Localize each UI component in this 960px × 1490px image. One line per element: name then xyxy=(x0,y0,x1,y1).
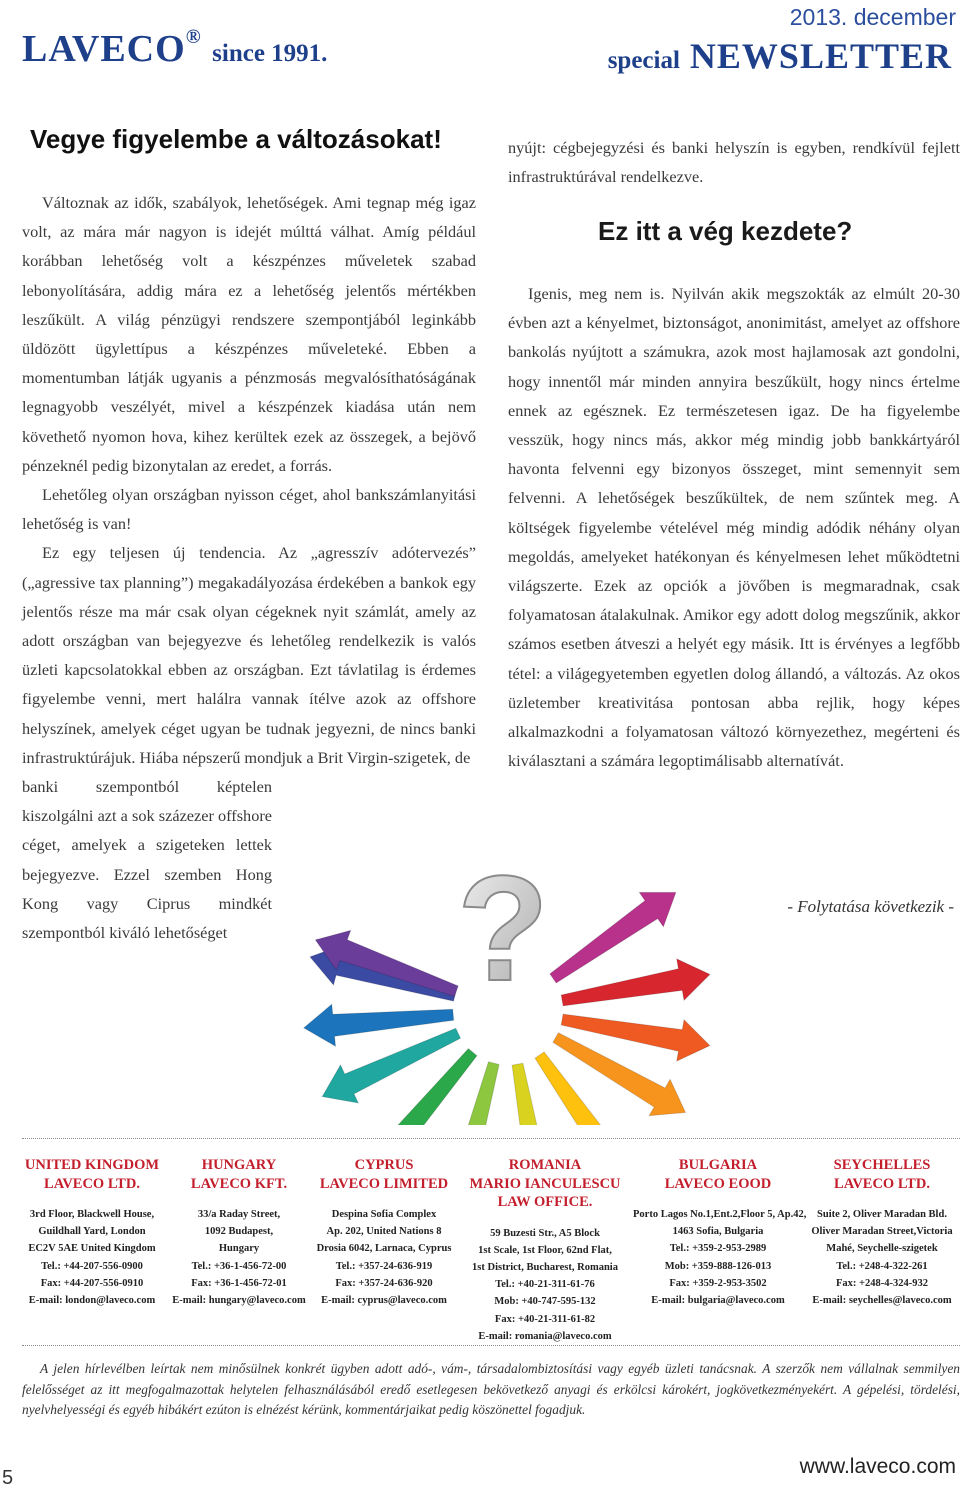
newsletter-word: NEWSLETTER xyxy=(689,36,952,76)
office-fax: Fax: +248-4-324-932 xyxy=(835,1277,928,1289)
brand-logo xyxy=(22,26,328,70)
office-country: ROMANIA xyxy=(508,1157,582,1173)
office-phone: Tel.: +36-1-456-72-00 xyxy=(191,1260,287,1272)
office-company: LAVECO LTD. xyxy=(44,1175,140,1192)
article-paragraph: Ez egy teljesen új tendencia. Az „agresszív adótervezés” („agressive tax planning”) megakadályozása érdekében a bankok egy jelentős része ma már csak olyan cégeknek nyit számlát, amely az adott országban van bejegyezve és lehetőleg rendelkezik is valós üzleti kapcsolatokkal ebben az országban. Ezt távlatilag is érdemes figyelembe venni, mert halálra vannak ítélve azok az offshore helyszínek, amelyek céget ugyan be tudnak jegyezni, de nincs banki infrastruktúrájuk. Hiába népszerű mondjuk a Brit Virgin-szigetek, de xyxy=(22,543,476,767)
article-paragraph: Lehetőleg olyan országban nyisson céget, ahol bankszámlanyitási lehetőség is van! xyxy=(22,485,476,534)
office-address xyxy=(16,1206,168,1309)
office-address xyxy=(455,1225,635,1345)
article-left-column xyxy=(22,188,476,947)
office-email: E-mail: bulgaria@laveco.com xyxy=(651,1295,785,1307)
office-company: LAVECO KFT. xyxy=(190,1175,288,1192)
brand-since: since 1991. xyxy=(212,40,328,67)
office-address xyxy=(633,1206,807,1309)
newsletter-title xyxy=(608,38,952,74)
article-paragraph: nyújt: cégbejegyzési és banki helyszín is egyben, rendkívül fejlett infrastruktúrával rendelkezve. xyxy=(508,138,960,187)
office-email: E-mail: romania@laveco.com xyxy=(478,1330,612,1342)
disclaimer: A jelen hírlevélben leírtak nem minősülnek konkrét ügyben adott adó-, vám-, társadalombiztosítási vagy egyéb üzleti tanácsnak. A szerzők nem vállalnak semmilyen felelősséget az itt megfogalmazottak helytelen felhasználásából eredő esetlegesen bekövetkező anyagi és erkölcsi károkért, jogkövetkezményekért. A gépelési, tördelési, nyelvhelyességi és egyéb hibákért ezúton is elnézést kérünk, kommentárjaikat pedig köszönettel fogadjuk. xyxy=(22,1361,960,1417)
office-line: Porto Lagos No.1,Ent.2,Floor 5, Ap.42, xyxy=(633,1209,807,1220)
office-phone: Tel.: +248-4-322-261 xyxy=(836,1260,928,1272)
newsletter-special: special xyxy=(607,47,680,74)
office-fax: Fax: +44-207-556-0910 xyxy=(40,1277,144,1289)
office-line: Suite 2, Oliver Maradan Bld. xyxy=(817,1209,947,1220)
office-country: HUNGARY xyxy=(201,1157,277,1173)
office-line: 33/a Raday Street, xyxy=(197,1209,281,1220)
office-uk xyxy=(16,1156,168,1309)
office-phone: Tel.: +359-2-953-2989 xyxy=(669,1243,767,1255)
office-line: Mahé, Seychelle-szigetek xyxy=(826,1243,938,1255)
office-line: 1092 Budapest, xyxy=(204,1226,274,1238)
office-company: LAVECO EOOD xyxy=(664,1175,772,1192)
office-fax: Fax: +359-2-953-3502 xyxy=(669,1277,767,1289)
office-phone: Tel.: +44-207-556-0900 xyxy=(41,1260,143,1272)
office-mobile: Mob: +40-747-595-132 xyxy=(494,1296,596,1308)
question-arrows-illustration xyxy=(288,860,728,1125)
office-email: E-mail: seychelles@laveco.com xyxy=(812,1295,952,1307)
article-heading-right: Ez itt a vég kezdete? xyxy=(598,216,853,246)
website-link[interactable]: www.laveco.com xyxy=(799,1455,956,1478)
office-phone: Tel.: +40-21-311-61-76 xyxy=(495,1279,595,1291)
office-cyprus xyxy=(308,1156,460,1309)
office-seychelles xyxy=(802,1156,960,1309)
issue-date: 2013. december xyxy=(789,4,956,30)
office-company: LAVECO LTD. xyxy=(834,1175,930,1192)
office-line: 1st Scale, 1st Floor, 62nd Flat, xyxy=(478,1244,612,1256)
article-right-column xyxy=(508,279,960,775)
continued-note: - Folytatása következik - xyxy=(787,897,954,916)
office-address xyxy=(163,1206,315,1309)
question-mark-icon: ? xyxy=(457,860,549,1012)
article-paragraph: Változnak az idők, szabályok, lehetőségek. Ami tegnap még igaz volt, az mára már nagyon is idejét múlttá válhat. Amíg például korábban lehetőség volt a készpénzes műveletek szabad lebonyolítására, addig mára ez a lehetőség jelentős mértékben leszűkült. A világ pénzügyi rendszere szempontjából leginkább üldözött ügylettípus a készpénzes műveleteké. Ebben a momentumban látják ugyanis a pénzmosás megvalósíthatóságának legnagyobb veszélyét, mivel a készpénzek kiadása után nem követhető nyomon hova, kihez kerültek ezek az összegek, a bejövő pénzeknél pedig bizonytalan az eredet, a forrás. xyxy=(22,193,476,475)
office-country: SEYCHELLES xyxy=(833,1157,931,1173)
office-email: E-mail: hungary@laveco.com xyxy=(172,1295,306,1307)
divider-top xyxy=(22,1138,960,1139)
office-fax: Fax: +40-21-311-61-82 xyxy=(494,1313,596,1325)
office-email: E-mail: cyprus@laveco.com xyxy=(321,1295,447,1307)
office-company: LAVECO LIMITED xyxy=(319,1175,449,1192)
office-bulgaria xyxy=(633,1156,807,1309)
office-phone: Tel.: +357-24-636-919 xyxy=(335,1260,433,1272)
office-mobile: Mob: +359-888-126-013 xyxy=(664,1260,772,1272)
office-line: Oliver Maradan Street,Victoria xyxy=(811,1226,953,1238)
office-country: UNITED KINGDOM xyxy=(24,1157,160,1173)
office-line: Hungary xyxy=(218,1243,260,1255)
office-fax: Fax: +357-24-636-920 xyxy=(335,1277,433,1289)
registered-mark: ® xyxy=(185,26,202,49)
office-country: CYPRUS xyxy=(354,1157,414,1173)
office-line: Drosia 6042, Larnaca, Cyprus xyxy=(316,1243,452,1255)
office-line: Ap. 202, United Nations 8 xyxy=(326,1226,442,1238)
page-number: 5 xyxy=(2,1467,14,1489)
office-address xyxy=(802,1206,960,1309)
article-paragraph: Igenis, meg nem is. Nyilván akik megszokták az elmúlt 20-30 évben azt a kényelmet, biztonságot, anonimitást, amelyet az offshore bankolás nyújtott a számukra, azok most hajlamosak azt gondolni, hogy innentől már minden annyira beszűkült, hogy nincs értelme ennek az egésznek. Ez természetesen igaz. De ha figyelembe vesszük, hogy nincs más, akkor még mindig jobb bankkártyáról havonta felvenni egy bizonyos összeget, mint semennyit sem felvenni. A lehetőségek beszűkültek, de nem szűntek meg. A költségek figyelembe vételével még mindig adódik néhány olyan megoldás, amelyeket hatékonyan és kényelmesen lehet működtetni világszerte. Ezek az opciók a jövőben is megmaradnak, csak folyamatosan átalakulnak. Amikor egy adott dolog megszűnik, akkor számos esetben átveszi a helyét egy másik. Itt is érvényes a legfőbb tétel: a világegyetemben egyetlen dolog állandó, a változás. Az okos üzletember kreativitása pontosan abba rejlik, hogy képes alkalmazkodni a folyamatosan változó környezethez, megérteni és kiválasztani a számára legoptimálisabb alternatívát. xyxy=(508,284,960,771)
office-line: Guildhall Yard, London xyxy=(38,1226,146,1238)
office-line: 3rd Floor, Blackwell House, xyxy=(29,1209,155,1220)
office-line: EC2V 5AE United Kingdom xyxy=(28,1243,156,1255)
office-hungary xyxy=(163,1156,315,1309)
office-line: Despina Sofia Complex xyxy=(331,1209,437,1220)
article-heading-left: Vegye figyelembe a változásokat! xyxy=(30,124,442,154)
office-company: MARIO IANCULESCU LAW OFFICE. xyxy=(469,1175,621,1210)
office-email: E-mail: london@laveco.com xyxy=(28,1295,156,1307)
divider-bottom xyxy=(22,1345,960,1346)
article-right-column-top xyxy=(508,133,960,191)
brand-name: LAVECO xyxy=(22,28,186,70)
arrow-icon xyxy=(550,892,676,983)
office-fax: Fax: +36-1-456-72-01 xyxy=(191,1277,287,1289)
office-country: BULGARIA xyxy=(678,1157,758,1173)
office-romania xyxy=(455,1156,635,1345)
office-line: 59 Buzesti Str., A5 Block xyxy=(490,1227,600,1239)
office-address xyxy=(308,1206,460,1309)
office-line: 1463 Sofia, Bulgaria xyxy=(672,1226,764,1238)
office-line: 1st District, Bucharest, Romania xyxy=(472,1261,618,1273)
article-paragraph-continued: banki szempontból képtelen kiszolgálni azt a sok százezer offshore céget, amelyek a szigeteken lettek bejegyezve. Ezzel szemben Hong Kong vagy Ciprus mindkét szempontból kiváló lehetőséget xyxy=(22,777,272,943)
